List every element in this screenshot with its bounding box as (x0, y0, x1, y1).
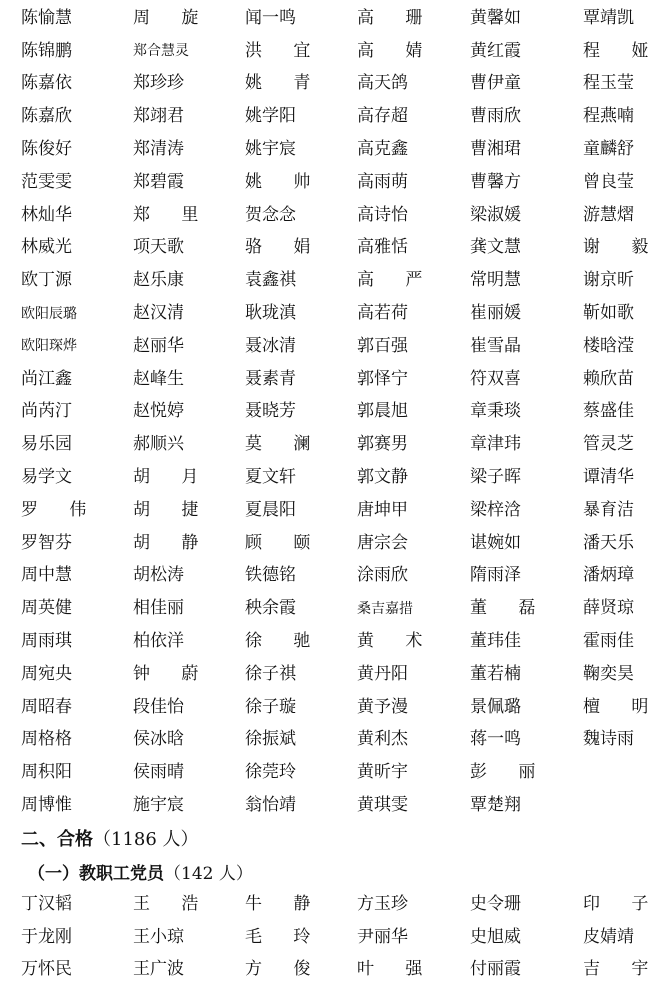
person-name: 梁淑媛 (470, 204, 521, 225)
person-name: 谭清华 (583, 467, 634, 488)
person-name: 欧阳辰璐 (21, 305, 77, 322)
name-row (0, 724, 645, 757)
name-row (0, 789, 645, 822)
name-row (0, 658, 645, 691)
person-name: 覃楚翔 (470, 795, 521, 816)
person-name: 程 娅 (583, 40, 662, 61)
person-name: 姚宇宸 (245, 139, 296, 160)
person-name: 曾良莹 (583, 171, 634, 192)
person-name: 姚 青 (245, 73, 324, 94)
person-name: 罗 伟 (21, 499, 100, 520)
person-name: 铁德铭 (245, 565, 296, 586)
person-name: 易乐园 (21, 434, 72, 455)
person-name: 覃靖凯 (583, 7, 634, 28)
person-name: 胡 月 (133, 467, 212, 488)
person-name: 聂素青 (245, 368, 296, 389)
person-name: 高诗怡 (357, 204, 408, 225)
person-name: 袁鑫祺 (245, 270, 296, 291)
subsection-count: （142 人） (164, 863, 253, 884)
person-name: 郭怿宁 (357, 368, 408, 389)
person-name: 丁汉韬 (21, 893, 72, 914)
person-name: 潘天乐 (583, 532, 634, 553)
person-name: 周雨琪 (21, 631, 72, 652)
person-name: 印 子 (583, 893, 662, 914)
person-name: 林威光 (21, 237, 72, 258)
person-name: 万怀民 (21, 959, 72, 980)
person-name: 史旭威 (470, 926, 521, 947)
person-name: 梁梓浛 (470, 499, 521, 520)
name-row (0, 494, 645, 527)
name-row (0, 133, 645, 166)
person-name: 郭百强 (357, 335, 408, 356)
name-row (0, 888, 662, 921)
person-name: 郑清涛 (133, 139, 184, 160)
person-name: 方 俊 (245, 959, 324, 980)
person-name: 薛贤琼 (583, 598, 634, 619)
person-name: 唐坤甲 (357, 499, 408, 520)
name-row (0, 2, 645, 35)
person-name: 黄予漫 (357, 696, 408, 717)
name-row (0, 954, 662, 987)
person-name: 曹馨方 (470, 171, 521, 192)
name-row (0, 232, 662, 265)
person-name: 赵悦婷 (133, 401, 184, 422)
person-name: 唐宗会 (357, 532, 408, 553)
section-heading (0, 822, 645, 855)
person-name: 高 婧 (357, 40, 436, 61)
person-name: 谌婉如 (470, 532, 521, 553)
person-name: 骆 娟 (245, 237, 324, 258)
person-name: 崔雪晶 (470, 335, 521, 356)
person-name: 靳如歌 (583, 303, 634, 324)
person-name: 郭晨旭 (357, 401, 408, 422)
person-name: 欧丁源 (21, 270, 72, 291)
person-name: 郭赛男 (357, 434, 408, 455)
person-name: 黄昕宇 (357, 762, 408, 783)
name-row (0, 166, 645, 199)
person-name: 易学文 (21, 467, 72, 488)
person-name: 施宇宸 (133, 795, 184, 816)
person-name: 郭文静 (357, 467, 408, 488)
person-name: 赵汉清 (133, 303, 184, 324)
person-name: 欧阳琛烨 (21, 338, 77, 355)
person-name: 姚 帅 (245, 171, 324, 192)
person-name: 徐子璇 (245, 696, 296, 717)
name-row (0, 527, 645, 560)
person-name: 董若楠 (470, 663, 521, 684)
person-name: 付丽霞 (470, 959, 521, 980)
person-name: 钟 蔚 (133, 663, 212, 684)
person-name: 程玉莹 (583, 73, 634, 94)
name-row (0, 592, 645, 625)
person-name: 翁怡靖 (245, 795, 296, 816)
section-count: （1186 人） (93, 829, 199, 851)
person-name: 谢 毅 (583, 237, 662, 258)
person-name: 崔丽媛 (470, 303, 521, 324)
person-name: 章秉琰 (470, 401, 521, 422)
person-name: 霍雨佳 (583, 631, 634, 652)
name-row (0, 921, 645, 954)
person-name: 曹伊童 (470, 73, 521, 94)
person-name: 徐莞玲 (245, 762, 296, 783)
person-name: 郑碧霞 (133, 171, 184, 192)
name-row (0, 560, 645, 593)
name-row (0, 625, 645, 658)
name-row (0, 461, 645, 494)
person-name: 顾 颐 (245, 532, 324, 553)
person-name: 夏文轩 (245, 467, 296, 488)
person-name: 周博惟 (21, 795, 72, 816)
person-name: 黄馨如 (470, 7, 521, 28)
name-row (0, 363, 645, 396)
person-name: 罗智芬 (21, 532, 72, 553)
person-name: 常明慧 (470, 270, 521, 291)
person-name: 郑翊君 (133, 106, 184, 127)
person-name: 聂晓芳 (245, 401, 296, 422)
name-row (0, 691, 662, 724)
person-name: 周格格 (21, 729, 72, 750)
person-name: 涂雨欣 (357, 565, 408, 586)
person-name: 郑珍珍 (133, 73, 184, 94)
person-name: 周宛央 (21, 663, 72, 684)
person-name: 龚文慧 (470, 237, 521, 258)
person-name: 史令珊 (470, 893, 521, 914)
name-list-grid-2 (0, 888, 662, 986)
person-name: 黄琪雯 (357, 795, 408, 816)
person-name: 夏晨阳 (245, 499, 296, 520)
name-row (0, 756, 645, 789)
person-name: 梁子晖 (470, 467, 521, 488)
person-name: 蔡盛佳 (583, 401, 634, 422)
person-name: 胡 静 (133, 532, 212, 553)
person-name: 彭 丽 (470, 762, 549, 783)
person-name: 高 珊 (357, 7, 436, 28)
person-name: 尚江鑫 (21, 368, 72, 389)
person-name: 柏依洋 (133, 631, 184, 652)
person-name: 周积阳 (21, 762, 72, 783)
name-row (0, 100, 645, 133)
person-name: 周英健 (21, 598, 72, 619)
person-name: 徐子祺 (245, 663, 296, 684)
person-name: 侯冰晗 (133, 729, 184, 750)
person-name: 章津玮 (470, 434, 521, 455)
person-name: 赖欣苗 (583, 368, 634, 389)
person-name: 秧余霞 (245, 598, 296, 619)
person-name: 闻一鸣 (245, 7, 296, 28)
person-name: 陈嘉依 (21, 73, 72, 94)
person-name: 陈愉慧 (21, 7, 72, 28)
person-name: 赵丽华 (133, 335, 184, 356)
person-name: 高若荷 (357, 303, 408, 324)
person-name: 项天歌 (133, 237, 184, 258)
person-name: 王小琼 (133, 926, 184, 947)
person-name: 高雨萌 (357, 171, 408, 192)
person-name: 范雯雯 (21, 171, 72, 192)
name-row (0, 428, 645, 461)
person-name: 赵峰生 (133, 368, 184, 389)
name-list-grid (0, 2, 662, 822)
person-name: 林灿华 (21, 204, 72, 225)
person-name: 周中慧 (21, 565, 72, 586)
person-name: 隋雨泽 (470, 565, 521, 586)
name-row (0, 297, 645, 330)
person-name: 耿珑滇 (245, 303, 296, 324)
person-name: 王 浩 (133, 893, 212, 914)
person-name: 檀 明 (583, 696, 662, 717)
name-row (0, 396, 645, 429)
person-name: 毛 玲 (245, 926, 324, 947)
name-row (0, 68, 645, 101)
person-name: 郑合慧灵 (133, 43, 189, 60)
person-name: 周昭春 (21, 696, 72, 717)
person-name: 赵乐康 (133, 270, 184, 291)
person-name: 皮婧靖 (583, 926, 634, 947)
person-name: 周 旋 (133, 7, 212, 28)
person-name: 景佩璐 (470, 696, 521, 717)
person-name: 游慧熠 (583, 204, 634, 225)
person-name: 郑 里 (133, 204, 212, 225)
person-name: 童麟舒 (583, 139, 634, 160)
name-row (0, 35, 662, 68)
person-name: 胡松涛 (133, 565, 184, 586)
person-name: 桑吉嘉措 (357, 600, 413, 617)
person-name: 于龙刚 (21, 926, 72, 947)
person-name: 黄红霞 (470, 40, 521, 61)
person-name: 蒋一鸣 (470, 729, 521, 750)
person-name: 侯雨晴 (133, 762, 184, 783)
name-row (0, 199, 645, 232)
person-name: 徐 驰 (245, 631, 324, 652)
person-name: 高雅恬 (357, 237, 408, 258)
person-name: 董玮佳 (470, 631, 521, 652)
subsection-heading (0, 855, 645, 888)
person-name: 胡 捷 (133, 499, 212, 520)
person-name: 程燕喃 (583, 106, 634, 127)
person-name: 姚学阳 (245, 106, 296, 127)
person-name: 聂冰清 (245, 335, 296, 356)
person-name: 曹湘珺 (470, 139, 521, 160)
person-name: 董 磊 (470, 598, 549, 619)
person-name: 陈锦鹏 (21, 40, 72, 61)
person-name: 暴育洁 (583, 499, 634, 520)
person-name: 贺念念 (245, 204, 296, 225)
person-name: 黄利杰 (357, 729, 408, 750)
section-title: 二、合格 (21, 829, 93, 851)
person-name: 叶 强 (357, 959, 436, 980)
person-name: 洪 宜 (245, 40, 324, 61)
person-name: 黄丹阳 (357, 663, 408, 684)
subsection-title: （一）教职工党员 (28, 863, 164, 884)
person-name: 段佳怡 (133, 696, 184, 717)
person-name: 魏诗雨 (583, 729, 634, 750)
person-name: 楼晗滢 (583, 335, 634, 356)
name-row (0, 264, 645, 297)
person-name: 陈俊好 (21, 139, 72, 160)
person-name: 高存超 (357, 106, 408, 127)
person-name: 鞠奕昊 (583, 663, 634, 684)
person-name: 徐振斌 (245, 729, 296, 750)
person-name: 陈嘉欣 (21, 106, 72, 127)
person-name: 黄 术 (357, 631, 436, 652)
person-name: 郝顺兴 (133, 434, 184, 455)
person-name: 高 严 (357, 270, 436, 291)
person-name: 高天鸽 (357, 73, 408, 94)
person-name: 吉 宇 (583, 959, 662, 980)
person-name: 王广波 (133, 959, 184, 980)
person-name: 潘炳璋 (583, 565, 634, 586)
person-name: 管灵芝 (583, 434, 634, 455)
person-name: 尚芮汀 (21, 401, 72, 422)
person-name: 谢京昕 (583, 270, 634, 291)
name-row (0, 330, 645, 363)
person-name: 相佳丽 (133, 598, 184, 619)
person-name: 莫 澜 (245, 434, 324, 455)
person-name: 高克鑫 (357, 139, 408, 160)
person-name: 符双喜 (470, 368, 521, 389)
person-name: 曹雨欣 (470, 106, 521, 127)
person-name: 尹丽华 (357, 926, 408, 947)
person-name: 牛 静 (245, 893, 324, 914)
person-name: 方玉珍 (357, 893, 408, 914)
